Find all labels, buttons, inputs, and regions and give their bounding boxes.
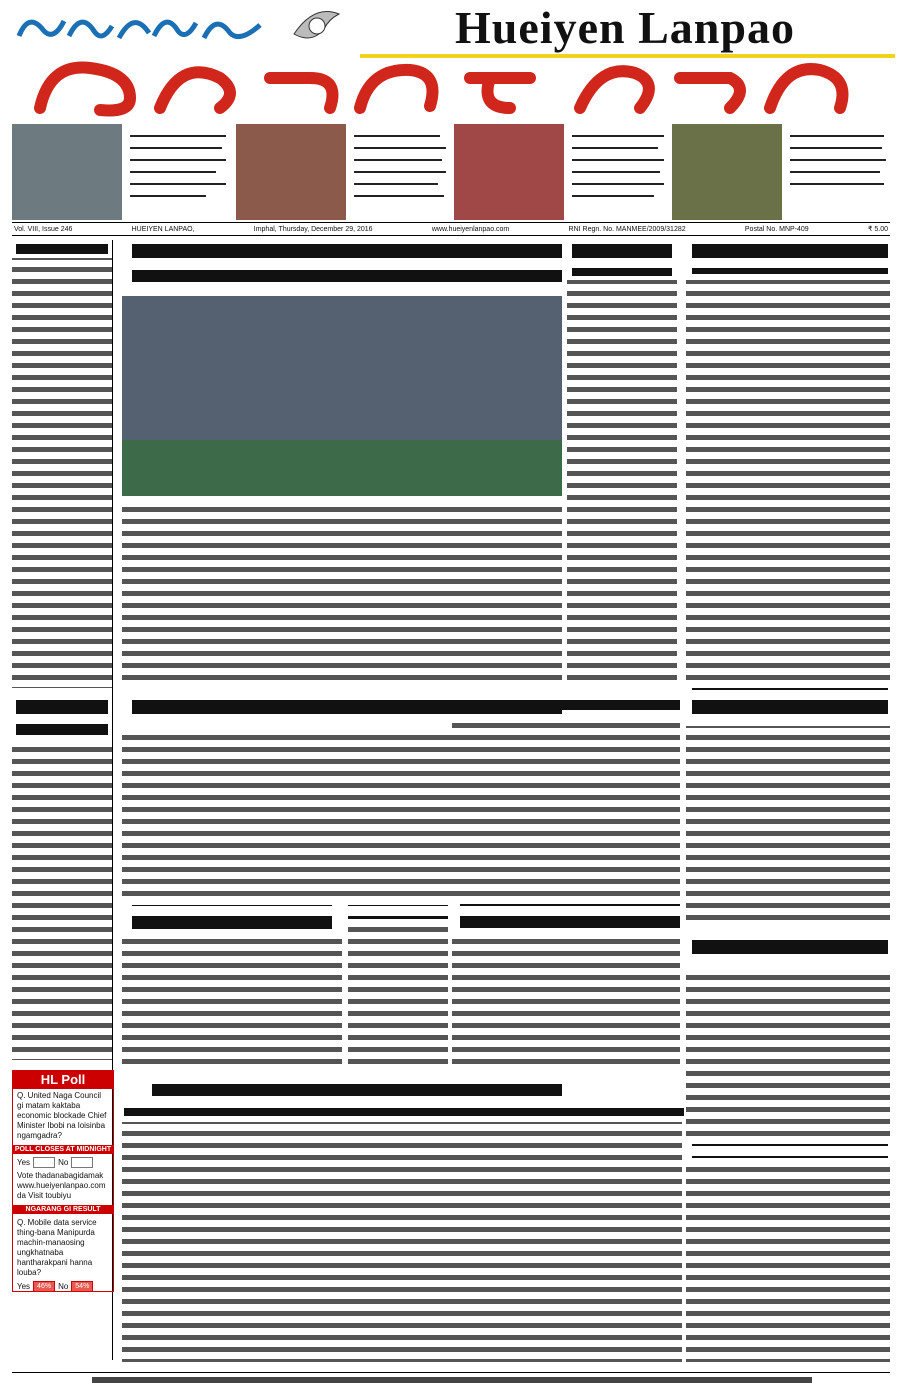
strip-photo-2	[236, 124, 346, 220]
left-col-headline	[16, 240, 108, 254]
rni-number: RNI Regn. No. MANMEE/2009/31282	[568, 225, 686, 233]
article-body-area	[12, 240, 890, 1370]
result-values	[13, 1280, 113, 1293]
result-no-label: No	[58, 1282, 69, 1291]
price: ₹ 5.00	[867, 226, 888, 233]
place-date: Imphal, Thursday, December 29, 2016	[253, 225, 373, 233]
lead-headline	[132, 242, 562, 264]
strip-caption-1	[126, 128, 232, 218]
postal-number: Postal No. MNP-409	[744, 225, 809, 233]
dateline-bar	[12, 222, 890, 236]
yes-label: Yes	[17, 1158, 31, 1167]
strip-caption-4	[786, 128, 890, 218]
dove-logo	[286, 4, 348, 54]
poll-closes-banner: POLL CLOSES AT MIDNIGHT	[14, 1146, 112, 1153]
top-photo-strip	[12, 124, 890, 220]
result-yes-label: Yes	[17, 1282, 31, 1291]
masthead	[0, 0, 900, 122]
no-label: No	[58, 1158, 69, 1167]
manipuri-red-title	[20, 58, 880, 118]
hl-poll-box	[12, 1070, 114, 1292]
manipuri-script-logo	[14, 6, 274, 48]
result-yes-value: 46%	[33, 1281, 55, 1292]
strip-caption-3	[568, 128, 668, 218]
no-checkbox[interactable]	[71, 1157, 93, 1168]
vote-instructions: Vote thadanabagidamak www.hueiyenlanpao.com da Visit toubiyu	[17, 1171, 106, 1200]
website-link[interactable]: www.hueiyenlanpao.com	[431, 225, 510, 233]
result-no-value: 54%	[71, 1281, 93, 1292]
poll-options	[13, 1156, 113, 1169]
result-banner: NGARANG GI RESULT	[13, 1205, 113, 1214]
footer-strip	[12, 1372, 890, 1387]
strip-caption-2	[350, 128, 450, 218]
strip-photo-1	[12, 124, 122, 220]
publisher-name: HUEIYEN LANPAO,	[131, 225, 195, 233]
result-question: Q. Mobile data service thing-bana Manipurda machin-manaosing ungkhatnaba hantharakpani hanna louba?	[17, 1218, 97, 1277]
volume-issue: Vol. VIII, Issue 246	[14, 225, 73, 233]
yes-checkbox[interactable]	[33, 1157, 55, 1168]
poll-title: HL Poll	[13, 1071, 113, 1089]
strip-photo-3	[454, 124, 564, 220]
english-title: Hueiyen Lanpao	[455, 2, 795, 53]
poll-question: Q. United Naga Council gi matam kaktaba economic blockade Chief Minister Ibobi na loisinba ngamgadra?	[17, 1091, 107, 1140]
strip-photo-4	[672, 124, 782, 220]
